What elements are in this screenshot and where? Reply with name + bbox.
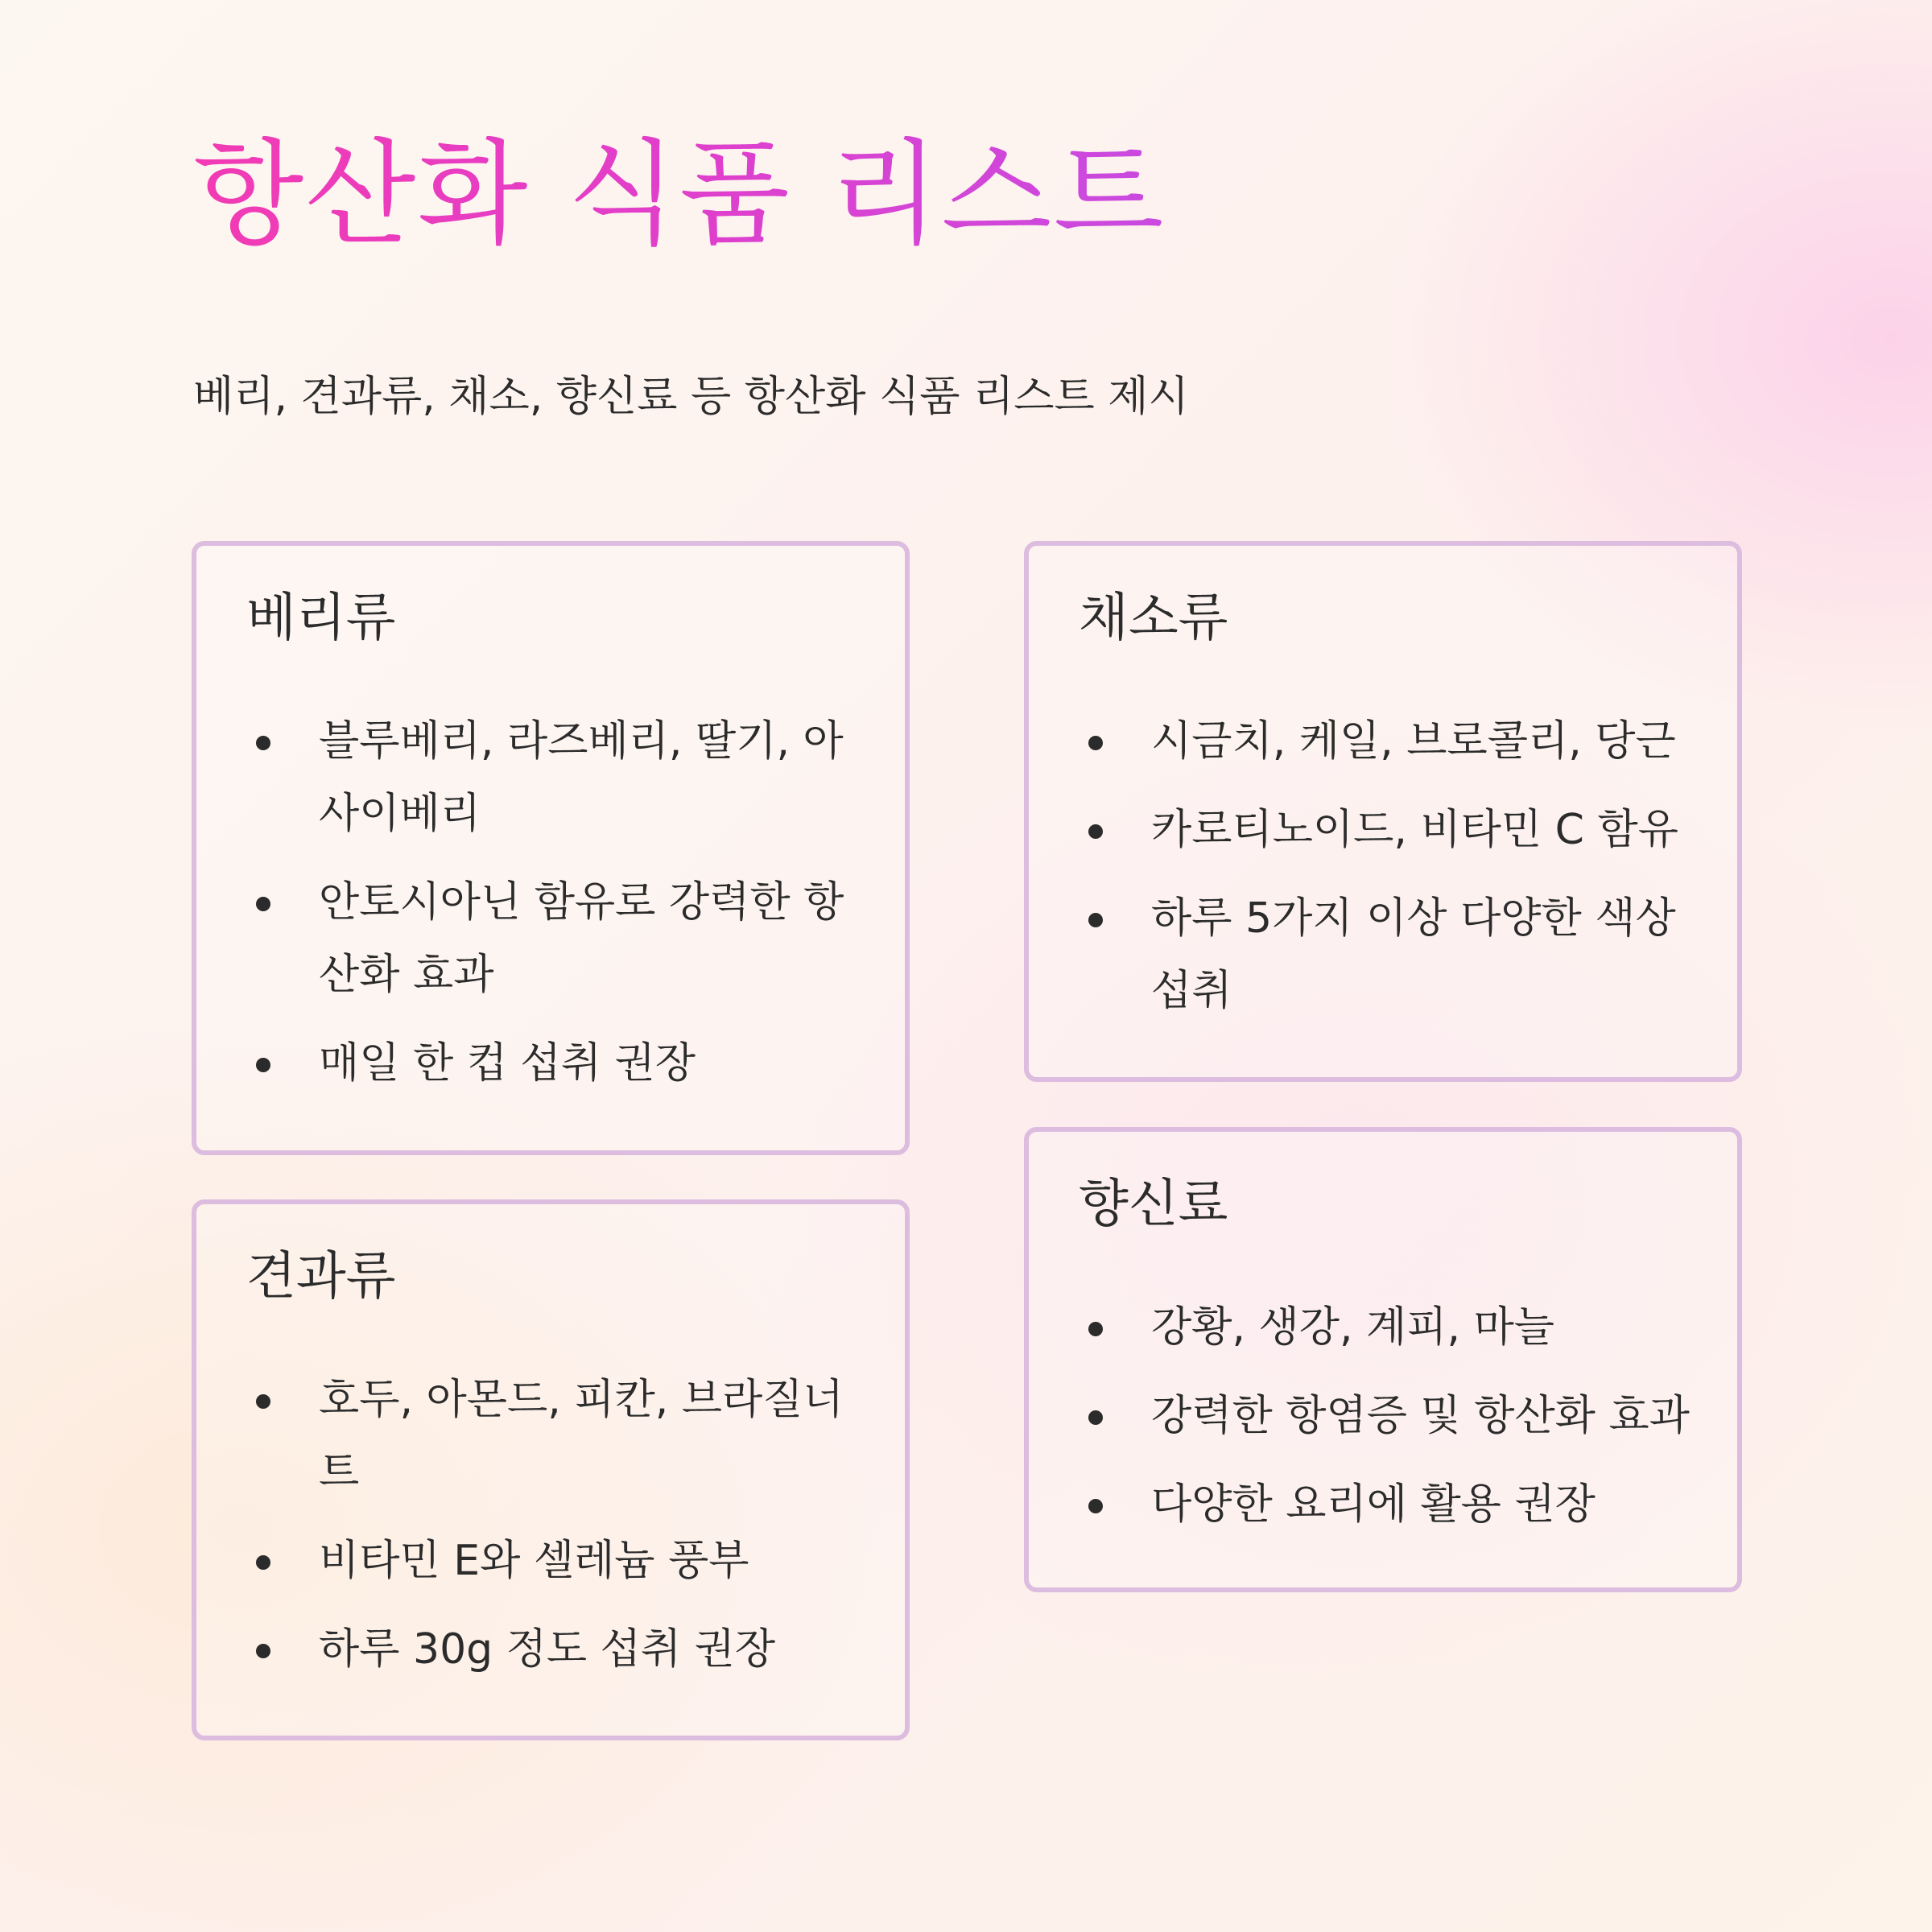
list-item-text: 시금치, 케일, 브로콜리, 당근	[1151, 717, 1676, 766]
list-item-text: 호두, 아몬드, 피칸, 브라질너트	[319, 1376, 844, 1496]
bullet-icon	[1088, 736, 1103, 750]
list-item-text: 하루 30g 정도 섭취 권장	[319, 1625, 776, 1674]
card-title: 채소류	[1079, 588, 1228, 648]
bullet-icon	[256, 1058, 270, 1072]
list-item-text: 블루베리, 라즈베리, 딸기, 아사이베리	[319, 717, 844, 838]
bullet-icon	[1088, 1410, 1103, 1425]
bullet-icon	[1088, 824, 1103, 839]
page-subtitle: 베리, 견과류, 채소, 향신료 등 항산화 식품 리스트 제시	[193, 373, 1189, 421]
card-title: 향신료	[1079, 1174, 1228, 1234]
list-item	[1079, 705, 1705, 778]
bullet-icon	[1088, 1322, 1103, 1336]
list-item	[1079, 1468, 1705, 1541]
list-item-text: 카로티노이드, 비타민 C 함유	[1151, 806, 1678, 854]
list-item-text: 다양한 요리에 활용 권장	[1151, 1480, 1596, 1529]
card-vegetables	[1024, 541, 1742, 1082]
list-item	[246, 1364, 873, 1509]
card-title: 베리류	[246, 588, 396, 648]
bullet-icon	[256, 1555, 270, 1570]
card-list	[1079, 705, 1705, 1043]
list-item	[246, 1027, 873, 1100]
list-item-text: 하루 5가지 이상 다양한 색상 섭취	[1151, 894, 1676, 1015]
list-item	[1079, 1291, 1705, 1364]
bullet-icon	[256, 1394, 270, 1409]
page-title: 항산화 식품 리스트	[193, 128, 1166, 261]
list-item	[1079, 1380, 1705, 1452]
card-list	[246, 1364, 873, 1702]
card-spices	[1024, 1127, 1742, 1592]
card-nuts	[192, 1199, 910, 1740]
card-list	[1079, 1291, 1705, 1557]
list-item	[246, 1525, 873, 1597]
bullet-icon	[256, 897, 270, 911]
card-title: 견과류	[246, 1247, 396, 1307]
bullet-icon	[1088, 1499, 1103, 1513]
list-item-text: 매일 한 컵 섭취 권장	[319, 1039, 696, 1088]
list-item	[246, 866, 873, 1011]
list-item	[246, 1613, 873, 1686]
card-list	[246, 705, 873, 1116]
bullet-icon	[256, 1644, 270, 1658]
list-item-text: 강황, 생강, 계피, 마늘	[1151, 1303, 1555, 1352]
card-berries	[192, 541, 910, 1155]
list-item-text: 강력한 항염증 및 항산화 효과	[1151, 1392, 1690, 1440]
list-item	[1079, 794, 1705, 866]
list-item-text: 비타민 E와 셀레늄 풍부	[319, 1537, 749, 1585]
list-item-text: 안토시아닌 함유로 강력한 항산화 효과	[319, 878, 844, 999]
bullet-icon	[256, 736, 270, 750]
list-item	[1079, 882, 1705, 1027]
bullet-icon	[1088, 913, 1103, 927]
list-item	[246, 705, 873, 850]
